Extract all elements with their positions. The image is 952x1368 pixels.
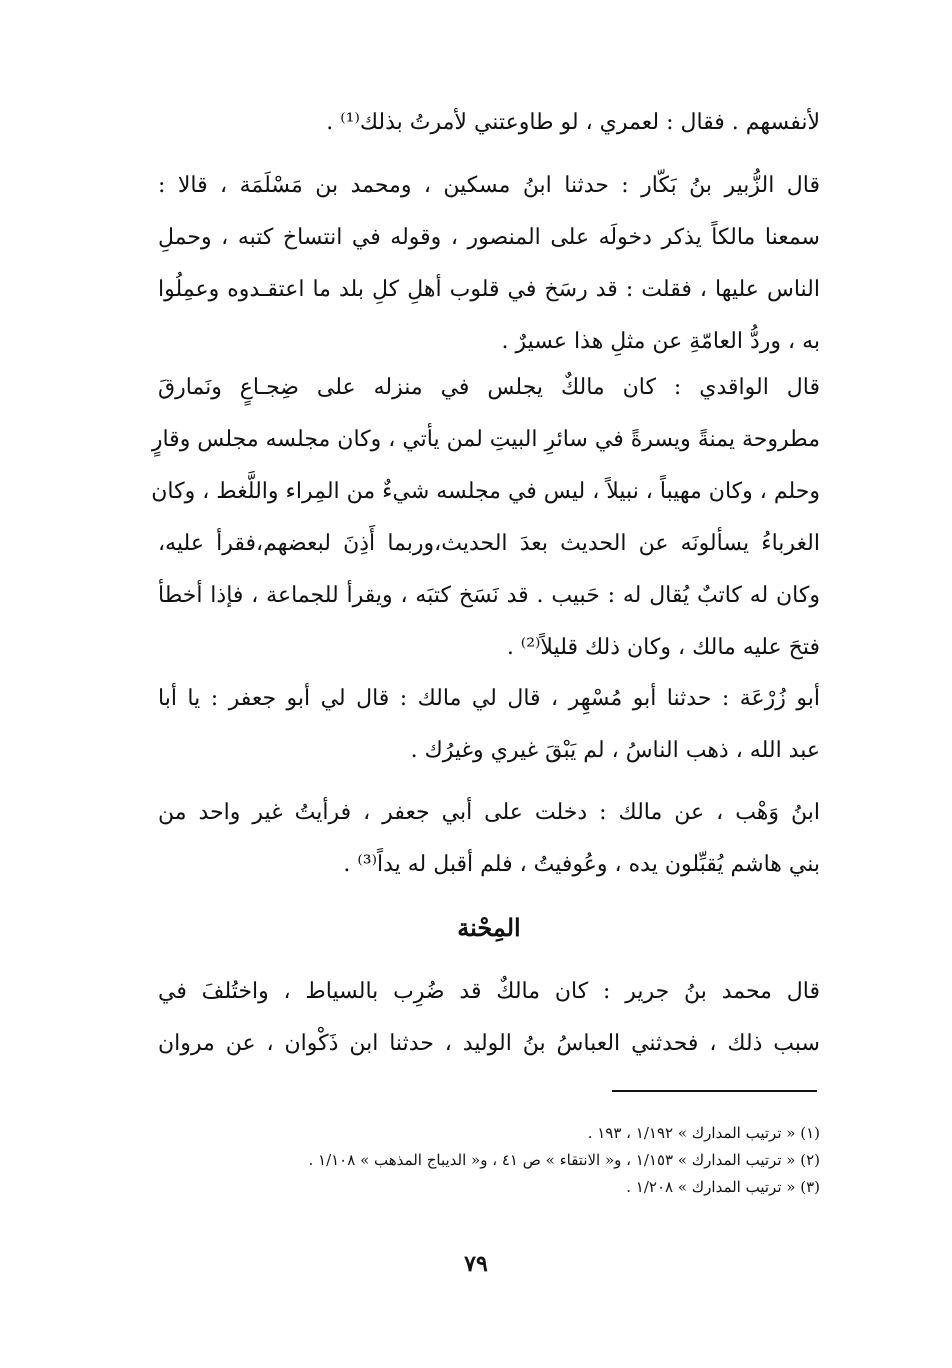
text-line: سبب ذلك ، فحدثني العباسُ بنُ الوليد ، حدثنا ابن ذَكْوان ، عن مروان (158, 1031, 820, 1056)
text-line: قال الزُّبير بنُ بَكّار : حدثنا ابنُ مسكين ، ومحمد بن مَسْلَمَة ، قالا : (158, 173, 820, 198)
text-line: بني هاشم يُقبِّلون يده ، وعُوفيتُ ، فلم أقبل له يداً⁽³⁾ . (343, 852, 820, 877)
footnote: (١) « ترتيب المدارك » ١/١٩٢ ، ١٩٣ . (587, 1124, 820, 1142)
footnote-separator (612, 1090, 817, 1092)
text-line: ابنُ وَهْب ، عن مالك : دخلت على أبي جعفر ، فرأيتُ غير واحد من (158, 800, 820, 825)
text-line: به ، وردُّ العامّةِ عن مثلِ هذا عسيرٌ . (501, 329, 820, 354)
paragraph (158, 160, 820, 368)
text-line: مطروحة يمنةً ويسرةً في سائرِ البيتِ لمن يأتي ، وكان مجلسه مجلس وقارٍ (151, 427, 820, 452)
text-line: أبو زُرْعَة : حدثنا أبو مُسْهِر ، قال لي مالك : قال لي أبو جعفر : يا أبا (158, 686, 820, 711)
paragraph (158, 673, 820, 777)
paragraph (158, 966, 820, 1070)
text-line: وحلم ، وكان مهيباً ، نبيلاً ، ليس في مجلسه شيءٌ من المِراء واللَّغط ، وكان (151, 479, 820, 504)
footnote: (٢) « ترتيب المدارك » ١/١٥٣ ، و« الانتقاء » ص ٤١ ، و« الديباج المذهب » ١/١٠٨ . (308, 1151, 820, 1169)
paragraph (158, 97, 820, 149)
text-line: الناس عليها ، فقلت : قد رسَخ في قلوب أهلِ كلِ بلد ما اعتقـدوه وعمِلُوا (158, 277, 820, 302)
paragraph (151, 362, 820, 674)
page-number: ٧٩ (464, 1251, 488, 1277)
text-line: وكان له كاتبٌ يُقال له : حَبيب . قد نَسَخ كتبَه ، ويقرأ للجماعة ، فإذا أخطأ (158, 583, 820, 608)
text-line: عبد الله ، ذهب الناسُ ، لم يَبْقَ غيري وغيرُك . (410, 738, 820, 763)
text-line: الغرباءُ يسألونَه عن الحديث بعدَ الحديث،وربما أَذِنَ لبعضهم،فقرأ عليه، (158, 531, 820, 556)
text-line: قال الواقدي : كان مالكٌ يجلس في منزله على ضِجـاعٍ ونَمارقَ (158, 375, 820, 400)
footnote: (٣) « ترتيب المدارك » ١/٢٠٨ . (626, 1178, 820, 1196)
text-line: فتحَ عليه مالك ، وكان ذلك قليلاً⁽²⁾ . (506, 635, 820, 660)
text-line: قال محمد بنُ جرير : كان مالكٌ قد ضُرِب بالسياط ، واختُلفَ في (158, 979, 820, 1004)
text-line: سمعنا مالكاً يذكر دخولَه على المنصور ، وقوله في انتساخ كتبه ، وحملِ (158, 225, 820, 250)
footnotes (158, 1120, 820, 1201)
section-heading: المِحْنة (457, 913, 521, 942)
paragraph (158, 787, 820, 891)
text-line: لأنفسهم . فقال : لعمري ، لو طاوعتني لأمرتُ بذلك⁽¹⁾ . (326, 110, 820, 135)
